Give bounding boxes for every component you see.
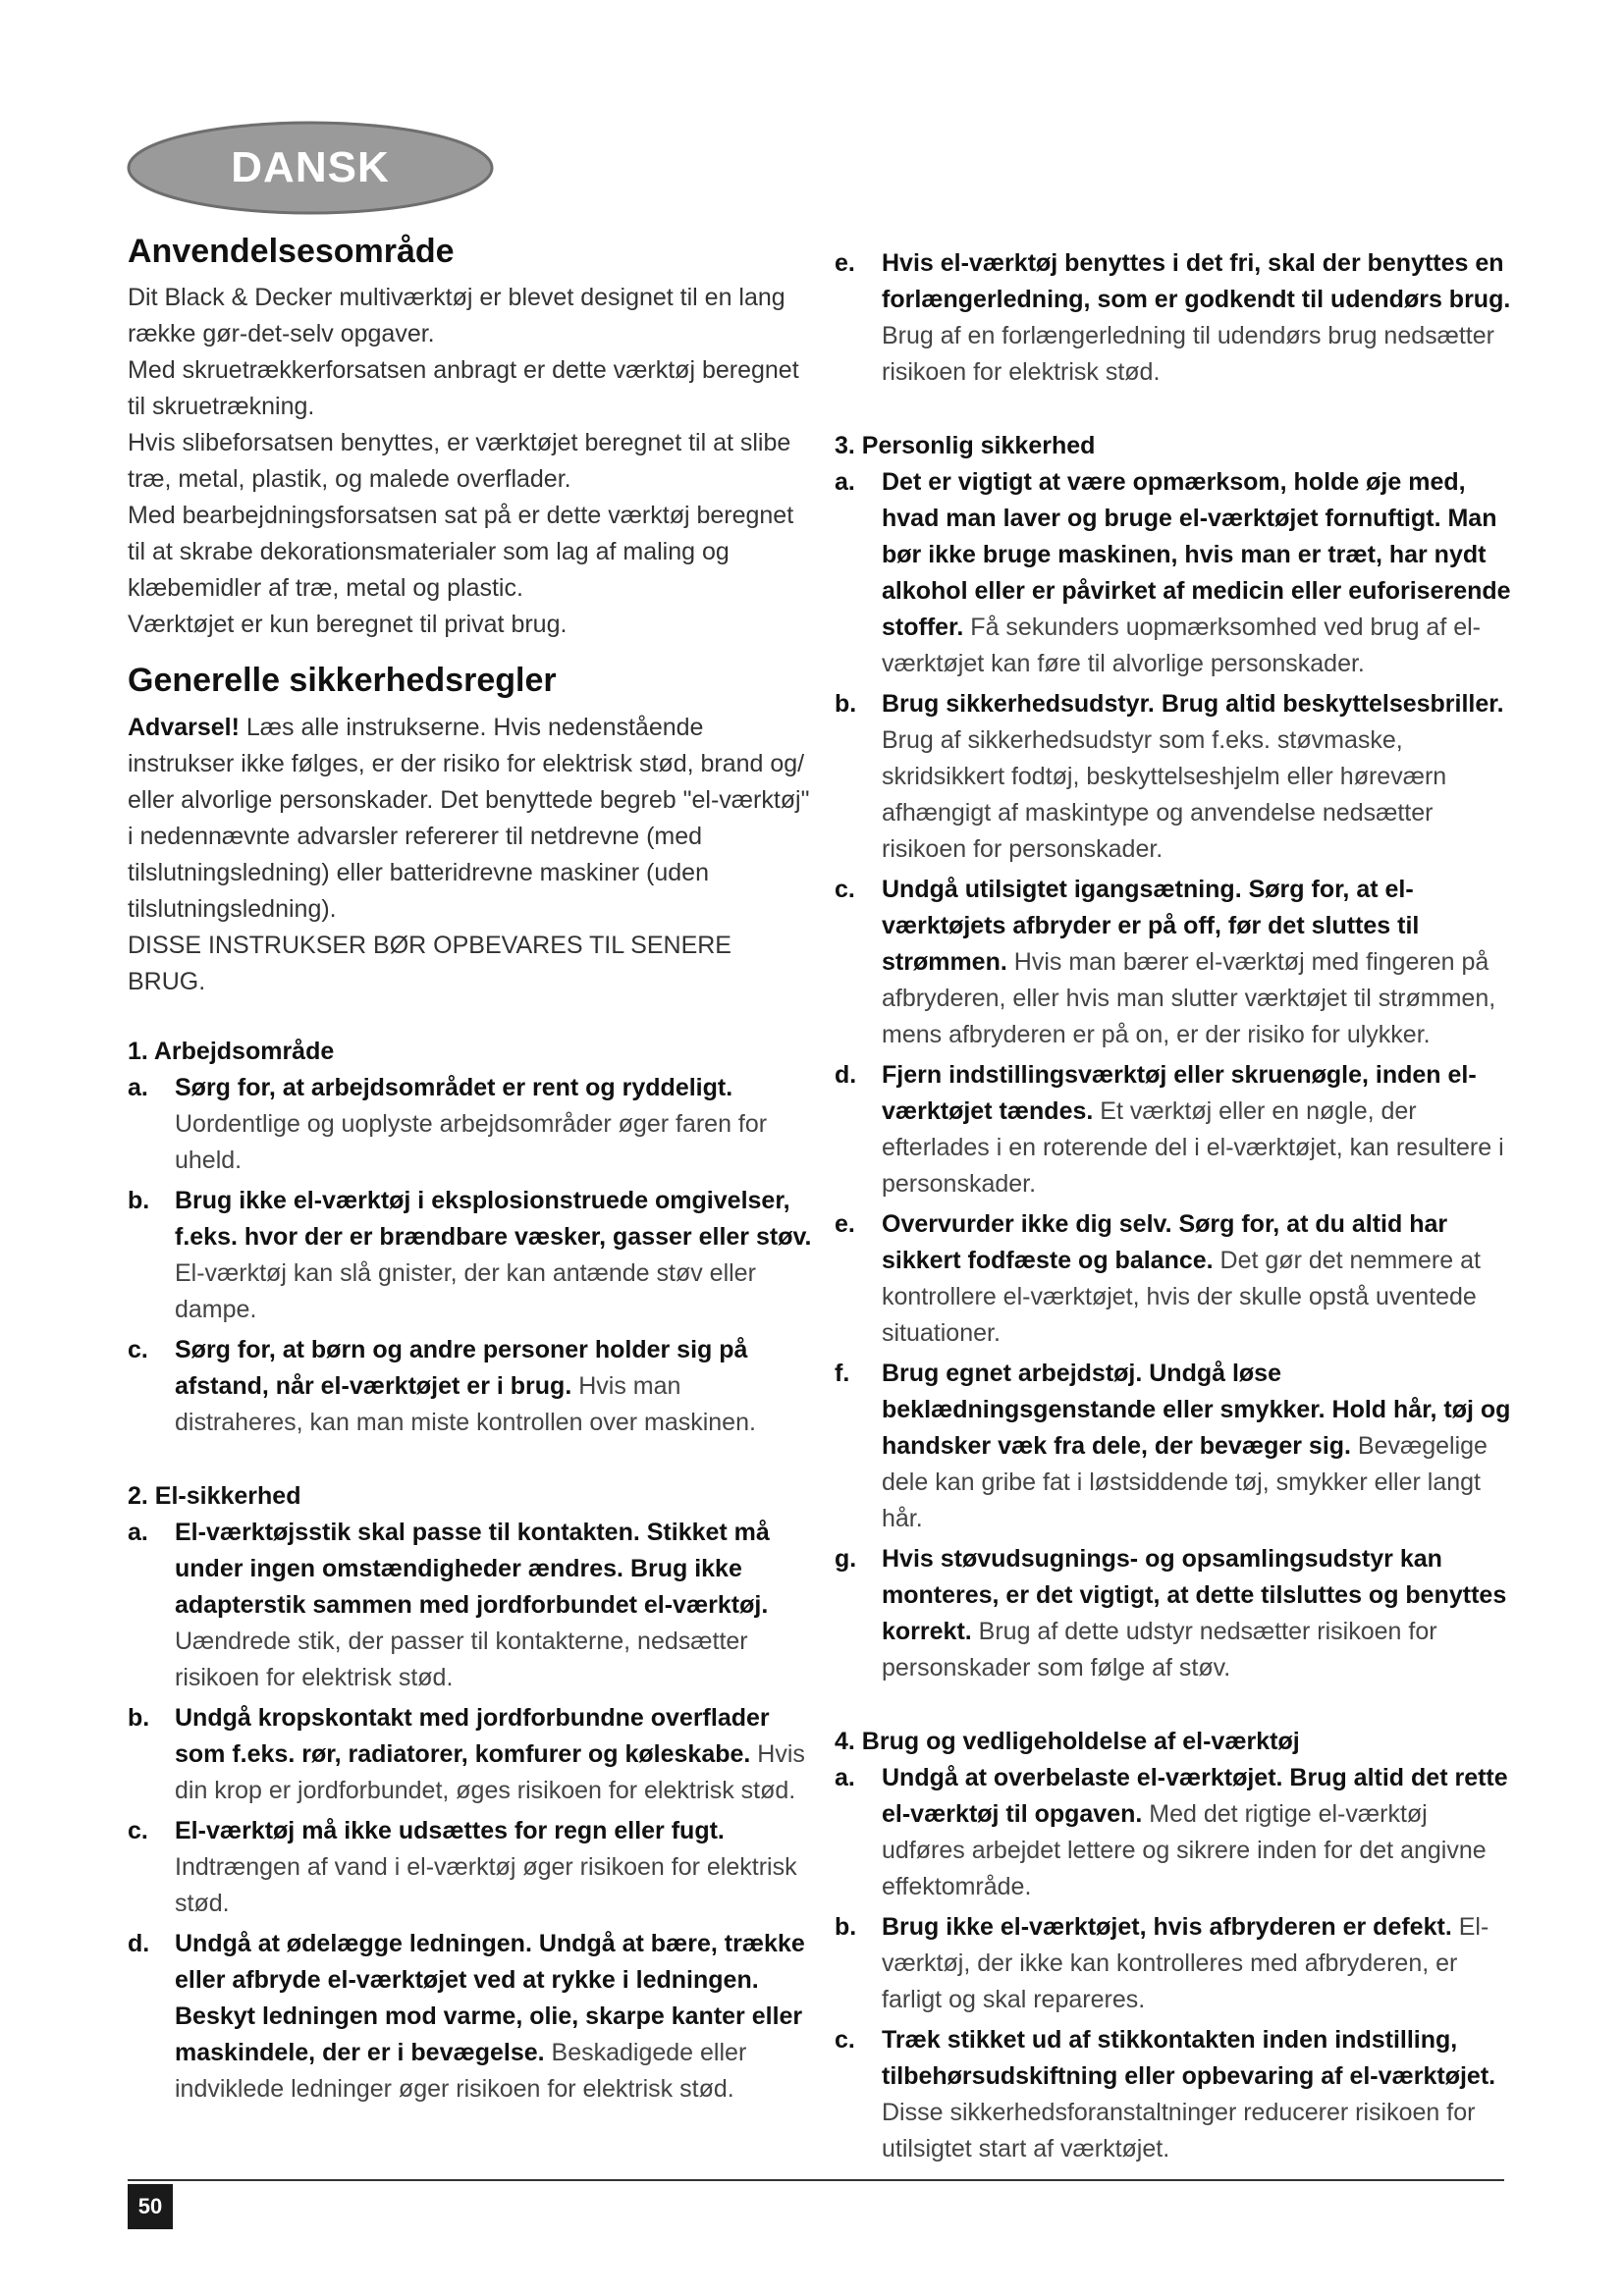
intended-use-paragraph: Med skruetrækkerforsatsen anbragt er dette værktøj beregnet til skruetrækning.: [128, 356, 799, 421]
list-item: e. Overvurder ikke dig selv. Sørg for, at du altid har sikkert fodfæste og balance. Det gør det nemmere at kontrollere el-værktøjet, hvis der skulle opstå uventede situationer.: [835, 1210, 1481, 1347]
list-item: c. Undgå utilsigtet igangsætning. Sørg for, at el-værktøjets afbryder er på off, før det sluttes til strømmen. Hvis man bærer el-værktøj med fingeren på afbryderen, eller hvis man slutter værktøjet til strømmen, mens afbryderen er på on, er der risiko for ulykker.: [835, 876, 1496, 1048]
list-item: a. El-værktøjsstik skal passe til kontakten. Stikket må under ingen omstændigheder ændres. Brug ikke adapterstik sammen med jordforbundet el-værktøj. Uændrede stik, der passer til kontakterne, nedsætter risikoen for elektrisk stød.: [128, 1518, 770, 1691]
list-item: d. Fjern indstillingsværktøj eller skruenøgle, inden el-værktøjet tændes. Et værktøj eller en nøgle, der efterlades i en roterende del i el-værktøjet, kan resultere i personskader.: [835, 1061, 1504, 1198]
electrical-safety-heading: 2. El-sikkerhed: [128, 1481, 301, 1510]
list-item: g. Hvis støvudsugnings- og opsamlingsudstyr kan monteres, er det vigtigt, at dette tilsluttes og benyttes korrekt. Brug af dette udstyr nedsætter risikoen for personskader som følge af støv.: [835, 1545, 1507, 1682]
list-item: a. Sørg for, at arbejdsområdet er rent og ryddeligt. Uordentlige og uoplyste arbejdsområder øger faren for uheld.: [128, 1073, 768, 1174]
warning-text: Læs alle instrukserne. Hvis nedenstående instrukser ikke følges, er der risiko for elektrisk stød, brand og/ eller alvorlige personskader. Det benyttede begreb "el-værktøj" i nedennævnte advarsler refererer til netdrevne (med tilslutningsledning) eller batteridrevne maskiner (uden tilslutningsledning).: [128, 713, 810, 923]
tool-use-heading: 4. Brug og vedligeholdelse af el-værktøj: [835, 1728, 1300, 1755]
list-item: a. Undgå at overbelaste el-værktøjet. Brug altid det rette el-værktøj til opgaven. Med det rigtige el-værktøj udføres arbejdet lettere og sikrere inden for det angivne effektområde.: [835, 1764, 1508, 1900]
list-item: c. Træk stikket ud af stikkontakten inden indstilling, tilbehørsudskiftning eller opbevaring af el-værktøjet. Disse sikkerhedsforanstaltninger reducerer risikoen for utilsigtet start af værktøjet.: [835, 2026, 1496, 2163]
list-item: f. Brug egnet arbejdstøj. Undgå løse beklædningsgenstande eller smykker. Hold hår, tøj og handsker væk fra dele, der bevæger sig. Bevægelige dele kan gribe fat i løstsiddende tøj, smykker eller langt hår.: [835, 1360, 1511, 1532]
work-area-heading: 1. Arbejdsområde: [128, 1037, 335, 1065]
personal-safety-heading: 3. Personlig sikkerhed: [835, 432, 1096, 459]
list-item: b. Brug sikkerhedsudstyr. Brug altid beskyttelsesbriller. Brug af sikkerhedsudstyr som f.eks. støvmaske, skridsikkert fodtøj, beskyttelseshjelm eller høreværn afhængigt af maskintype og anvendelse nedsætter risikoen for personskader.: [835, 690, 1504, 863]
list-item: b. Undgå kropskontakt med jordforbundne overflader som f.eks. rør, radiatorer, komfurer og køleskabe. Hvis din krop er jordforbundet, øges risikoen for elektrisk stød.: [128, 1703, 805, 1804]
warning-label: Advarsel!: [128, 713, 240, 741]
footer-divider: [128, 2179, 1504, 2181]
left-column: [128, 234, 815, 2111]
list-item: e. Hvis el-værktøj benyttes i det fri, skal der benyttes en forlængerledning, som er godkendt til udendørs brug. Brug af en forlængerledning til udendørs brug nedsætter risikoen for elektrisk stød.: [835, 249, 1511, 386]
list-item: a. Det er vigtigt at være opmærksom, holde øje med, hvad man laver og bruge el-værktøjet fornuftigt. Man bør ikke bruge maskinen, hvis man er træt, har nydt alkohol eller er påvirket af medicin eller euforiserende stoffer. Få sekunders uopmærksomhed ved brug af el-værktøjet kan føre til alvorlige personskader.: [835, 468, 1511, 677]
general-safety-warning: [128, 710, 815, 928]
language-tab: [126, 120, 495, 216]
page-number: 50: [128, 2184, 173, 2229]
language-label: DANSK: [231, 143, 390, 191]
intended-use-paragraph: Med bearbejdningsforsatsen sat på er dette værktøj beregnet til at skrabe dekorationsmaterialer som lag af maling og klæbemidler af træ, metal og plastic.: [128, 502, 794, 603]
intended-use-paragraph: Hvis slibeforsatsen benyttes, er værktøjet beregnet til at slibe træ, metal, plastik, og malede overflader.: [128, 429, 791, 494]
list-item: b. Brug ikke el-værktøjet, hvis afbryderen er defekt. El-værktøj, der ikke kan kontrolleres med afbryderen, er farligt og skal repareres.: [835, 1913, 1489, 2013]
general-safety-heading: Generelle sikkerhedsregler: [128, 662, 557, 700]
list-item: c. El-værktøj må ikke udsættes for regn eller fugt. Indtrængen af vand i el-værktøj øger risikoen for elektrisk stød.: [128, 1816, 797, 1917]
intended-use-paragraph: Dit Black & Decker multiværktøj er blevet designet til en lang række gør-det-selv opgaver.: [128, 284, 785, 348]
list-item: b. Brug ikke el-værktøj i eksplosionstruede omgivelser, f.eks. hvor der er brændbare væsker, gasser eller støv. El-værktøj kan slå gnister, der kan antænde støv eller dampe.: [128, 1186, 812, 1323]
intended-use-heading: Anvendelsesområde: [128, 233, 455, 270]
right-column: [835, 245, 1512, 2171]
list-item: c. Sørg for, at børn og andre personer holder sig på afstand, når el-værktøjet er i brug. Hvis man distraheres, kan man miste kontrollen over maskinen.: [128, 1335, 756, 1436]
keep-instructions: DISSE INSTRUKSER BØR OPBEVARES TIL SENERE BRUG.: [128, 931, 731, 995]
intended-use-body: [128, 280, 815, 643]
intended-use-paragraph: Værktøjet er kun beregnet til privat brug.: [128, 611, 568, 639]
list-item: d. Undgå at ødelægge ledningen. Undgå at bære, trække eller afbryde el-værktøjet ved at rykke i ledningen. Beskyt ledningen mod varme, olie, skarpe kanter eller maskindele, der er i bevægelse. Beskadigede eller indviklede ledninger øger risikoen for elektrisk stød.: [128, 1929, 805, 2103]
